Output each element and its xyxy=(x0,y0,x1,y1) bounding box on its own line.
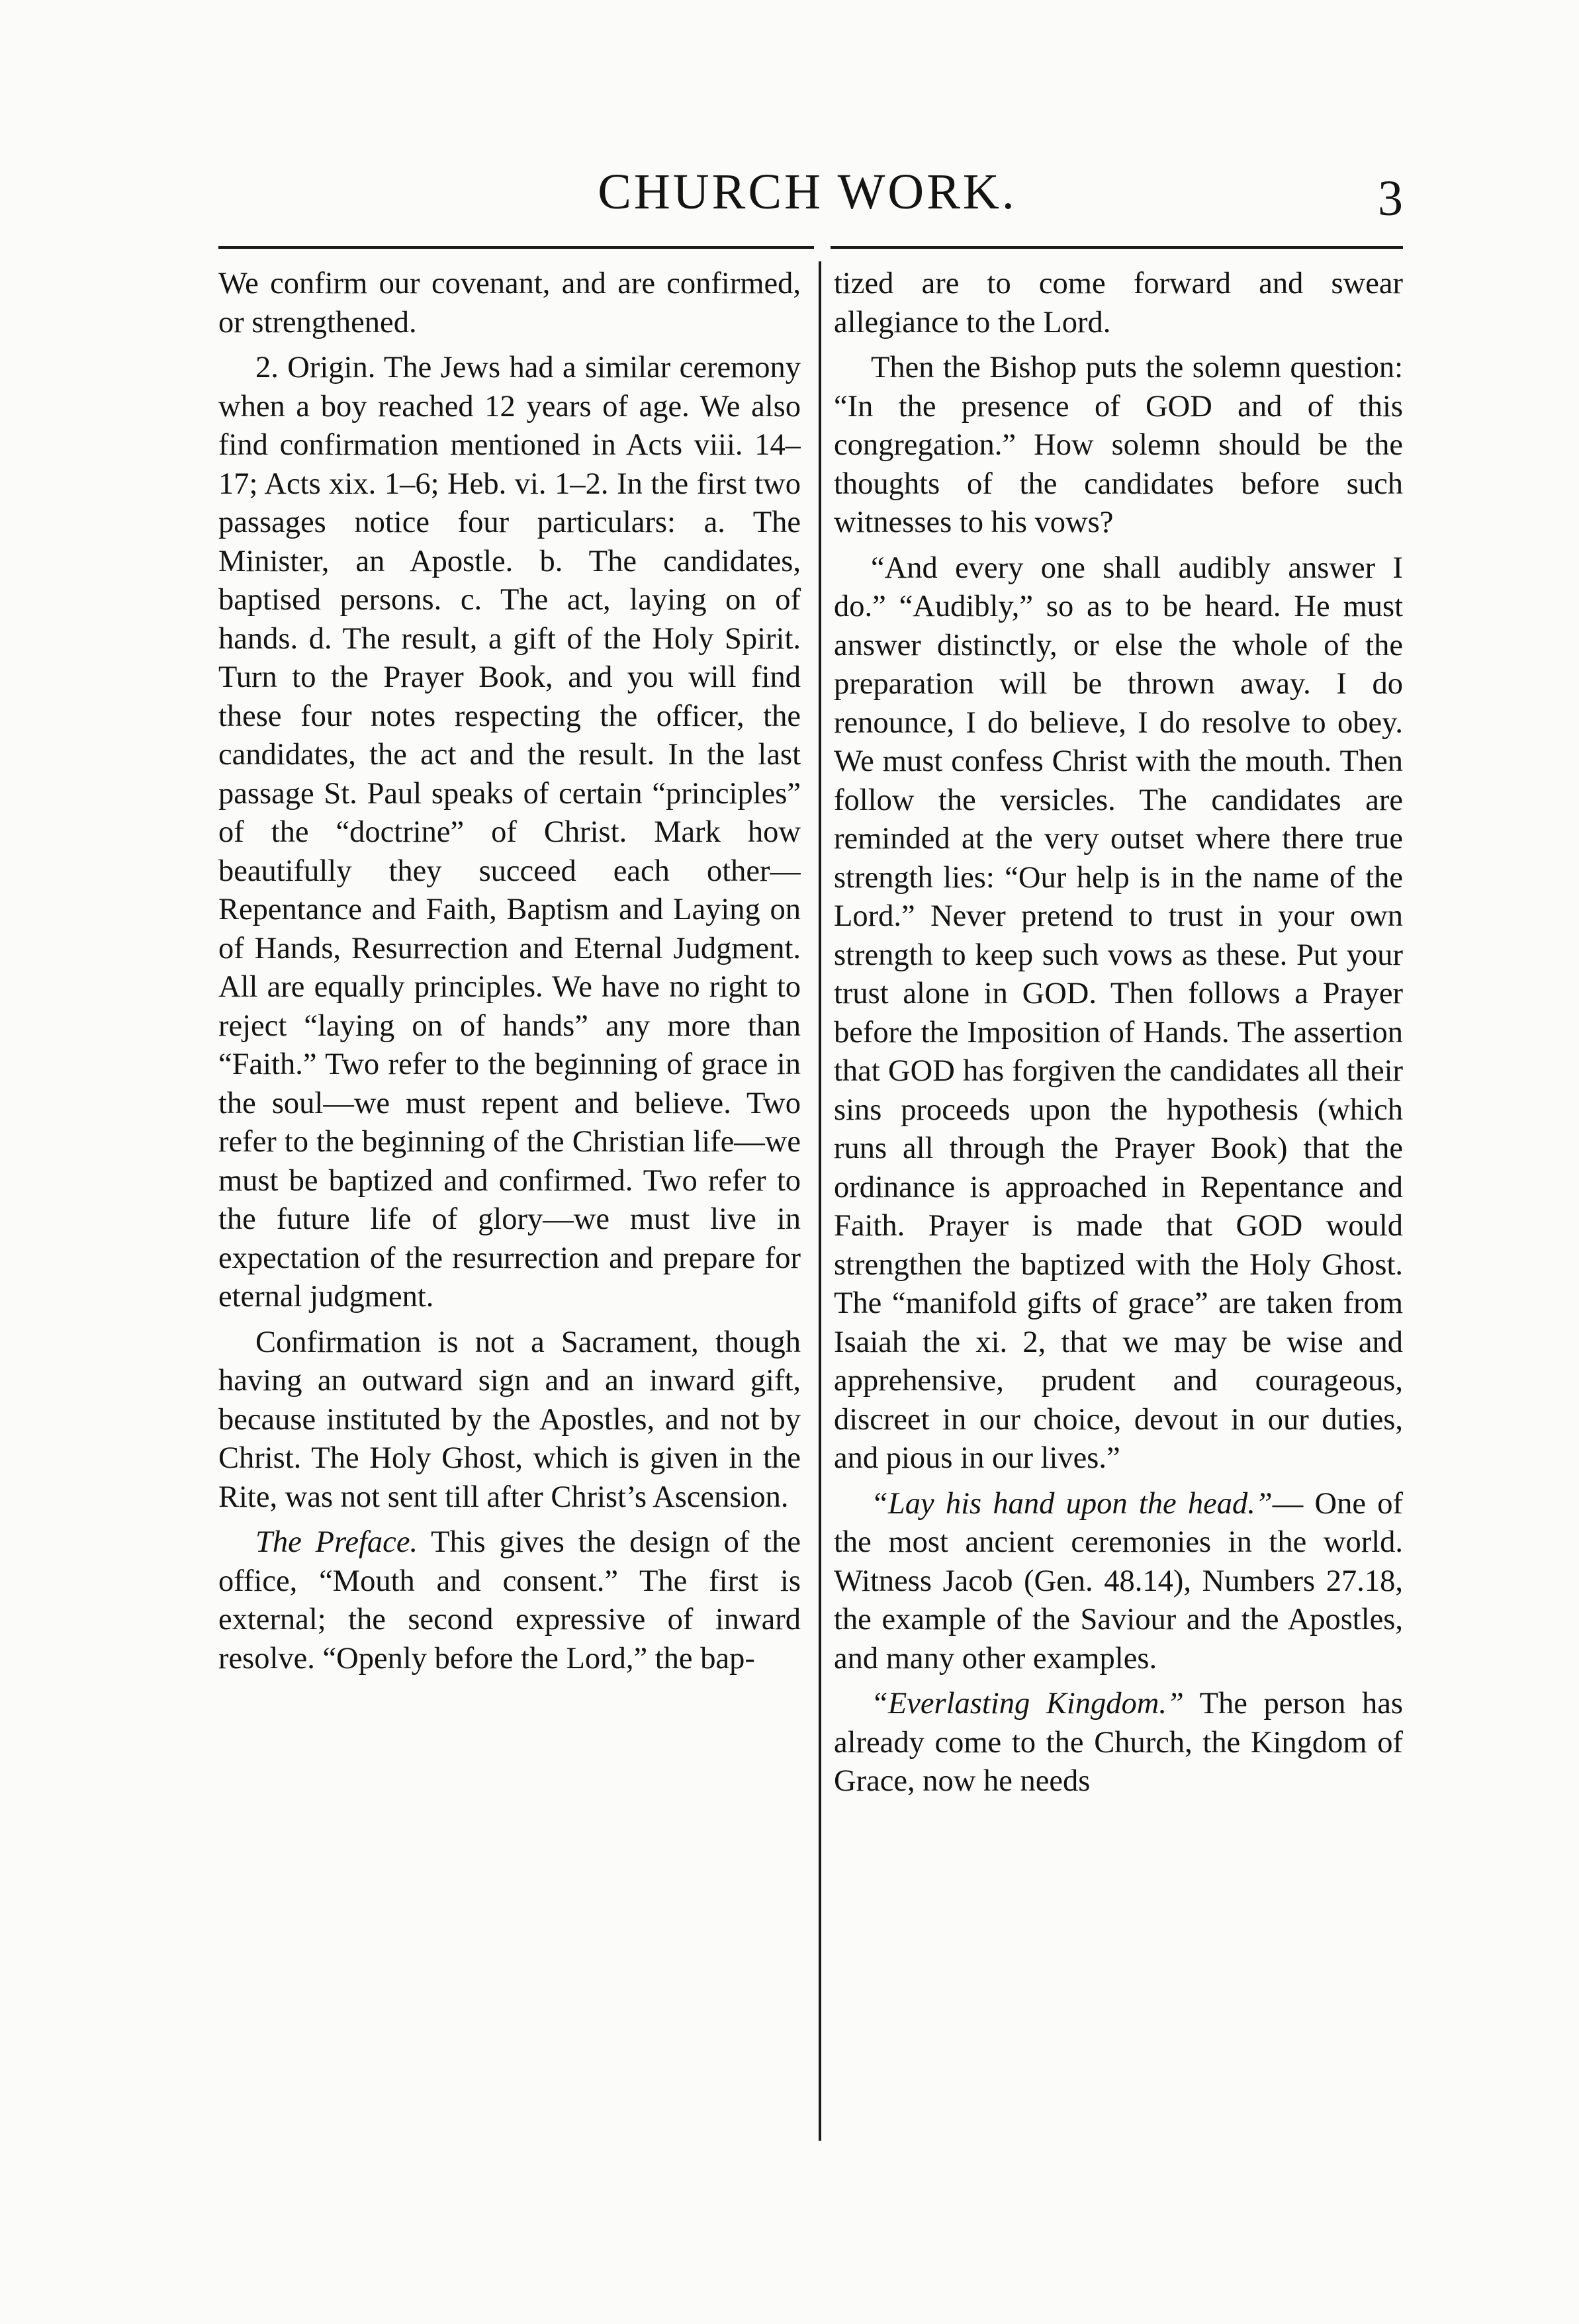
paragraph-sacrament: Confirmation is not a Sacrament, though having an outward sign and an inward gift, because instituted by the Apostles, and not by Christ. The Holy Ghost, which is given in the Rite, was not sent till after Christ’s Ascension. xyxy=(218,1325,801,1514)
page-number: 3 xyxy=(1378,171,1403,226)
kingdom-label: “Everlasting Kingdom.” xyxy=(871,1687,1184,1721)
paragraph: We confirm our covenant, and are confirmed, or strengthened. xyxy=(218,267,801,339)
right-column xyxy=(834,265,1403,2137)
paragraph-lay-hand xyxy=(834,1485,1403,1679)
lay-hand-text: — One of the most ancient ceremonies in the world. Witness Jacob (Gen. 48.14), Numbers 27.18, the example of the Saviour and the Apostles, and many other examples. xyxy=(834,1486,1403,1676)
kingdom-text: The person has already come to the Church, the Kingdom of Grace, now he needs xyxy=(834,1687,1403,1798)
paragraph-audibly: “And every one shall audibly answer I do.” “Audibly,” so as to be heard. He must answer distinctly, or else the whole of the preparation will be thrown away. I do renounce, I do believe, I do resolve to obey. We must confess Christ with the mouth. Then follow the versicles. The candidates are reminded at the very outset where there true strength lies: “Our help is in the name of the Lord.” Never pretend to trust in your own strength to keep such vows as these. Put your trust alone in GOD. Then follows a Prayer before the Imposition of Hands. The assertion that GOD has forgiven the candidates all their sins proceeds upon the hypothesis (which runs all through the Prayer Book) that the ordinance is approached in Repentance and Faith. Prayer is made that GOD would strengthen the baptized with the Holy Ghost. The “manifold gifts of grace” are taken from Isaiah the xi. 2, that we may be wise and apprehensive, prudent and courageous, discreet in our choice, devout in our duties, and pious in our lives.” xyxy=(834,551,1403,1475)
lay-hand-label: “Lay his hand upon the head.” xyxy=(871,1486,1273,1521)
paragraph-origin: 2. Origin. The Jews had a similar ceremony when a boy reached 12 years of age. We also find confirmation mentioned in Acts viii. 14–17; Acts xix. 1–6; Heb. vi. 1–2. In the first two passages notice four particulars: a. The Minister, an Apostle. b. The candidates, baptised persons. c. The act, laying on of hands. d. The result, a gift of the Holy Spirit. Turn to the Prayer Book, and you will find these four notes respecting the officer, the candidates, the act and the result. In the last passage St. Paul speaks of certain “principles” of the “doctrine” of Christ. Mark how beautifully they succeed each other—Repentance and Faith, Baptism and Laying on of Hands, Resurrection and Eternal Judgment. All are equally principles. We have no right to reject “laying on of hands” any more than “Faith.” Two refer to the beginning of grace in the soul—we must repent and believe. Two refer to the beginning of the Christian life—we must be baptized and confirmed. Two refer to the future life of glory—we must live in expectation of the resurrection and prepare for eternal judgment. xyxy=(218,351,801,1314)
header-rule-right xyxy=(831,246,1403,249)
preface-text: This gives the design of the office, “Mouth and consent.” The first is external; the second expressive of inward resolve. “Openly before the Lord,” the bap- xyxy=(218,1525,801,1676)
paragraph-kingdom xyxy=(834,1685,1403,1801)
header-rule-left xyxy=(218,246,814,249)
column-divider xyxy=(819,261,821,2141)
preface-label: The Preface. xyxy=(255,1525,418,1559)
running-title: CHURCH WORK. xyxy=(598,164,1017,220)
left-column xyxy=(218,265,801,2137)
page-header xyxy=(212,159,1403,232)
paragraph: tized are to come forward and swear allegiance to the Lord. xyxy=(834,267,1403,339)
paragraph-question: Then the Bishop puts the solemn question: “In the presence of GOD and of this congregation.” How solemn should be the thoughts of the candidates before such witnesses to his vows? xyxy=(834,351,1403,539)
paragraph-preface xyxy=(218,1523,801,1678)
